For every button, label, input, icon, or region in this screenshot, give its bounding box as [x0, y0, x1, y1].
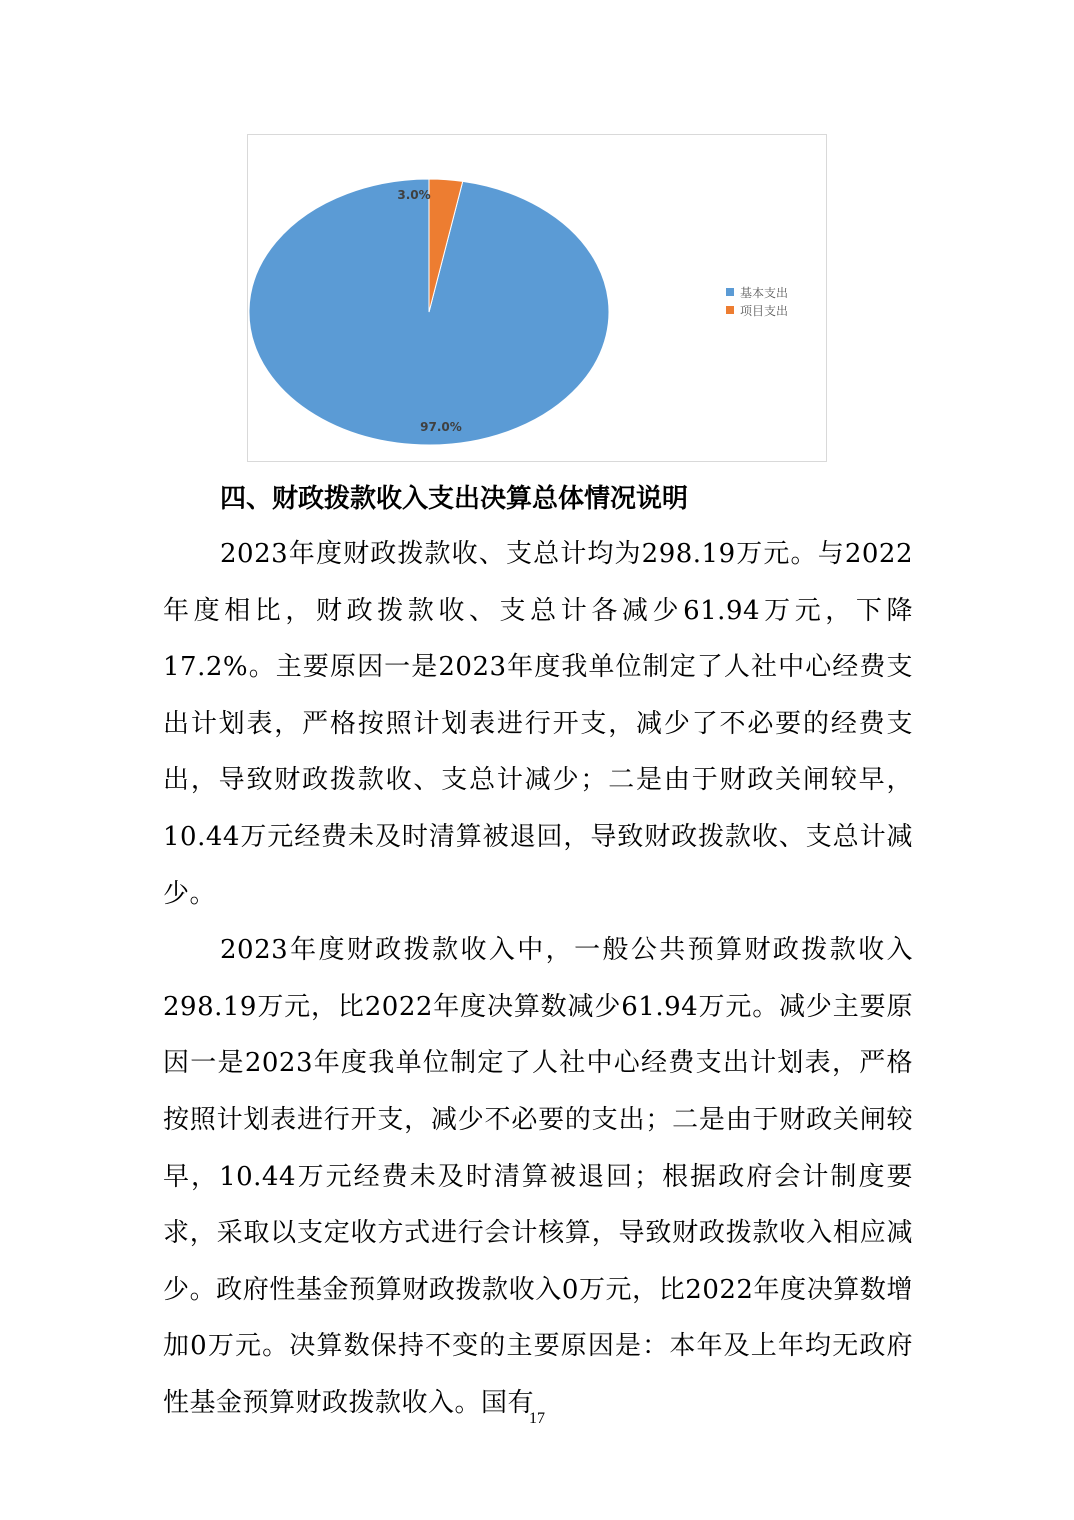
- legend-label-basic: 基本支出: [740, 285, 789, 300]
- page-number: 17: [529, 1410, 545, 1427]
- expenditure-pie-chart: [247, 134, 827, 462]
- legend-item-basic: [726, 283, 788, 301]
- body-text: [163, 526, 913, 1432]
- paragraph-2: 2023年度财政拨款收入中，一般公共预算财政拨款收入298.19万元，比2022年度决算数减少61.94万元。减少主要原因一是2023年度我单位制定了人社中心经费支出计划表，严格按照计划表进行开支，减少不必要的支出；二是由于财政关闸较早，10.44万元经费未及时清算被退回；根据政府会计制度要求，采取以支定收方式进行会计核算，导致财政拨款收入相应减少。政府性基金预算财政拨款收入0万元，比2022年度决算数增加0万元。决算数保持不变的主要原因是：本年及上年均无政府性基金预算财政拨款收入。国有: [163, 935, 913, 1418]
- section-heading: 四、财政拨款收入支出决算总体情况说明: [220, 484, 689, 514]
- paragraph-1: 2023年度财政拨款收、支总计均为298.19万元。与2022年度相比，财政拨款收、支总计各减少61.94万元，下降17.2%。主要原因一是2023年度我单位制定了人社中心经费支出计划表，严格按照计划表进行开支，减少了不必要的经费支出，导致财政拨款收、支总计减少；二是由于财政关闸较早，10.44万元经费未及时清算被退回，导致财政拨款收、支总计减少。: [163, 539, 913, 909]
- legend-item-project: [726, 301, 788, 319]
- chart-legend: [726, 283, 788, 319]
- legend-swatch-basic: [726, 288, 734, 296]
- pie-label-project: 3.0%: [397, 188, 431, 202]
- pie-label-basic: 97.0%: [420, 420, 462, 434]
- legend-label-project: 项目支出: [740, 303, 789, 318]
- legend-swatch-project: [726, 306, 734, 314]
